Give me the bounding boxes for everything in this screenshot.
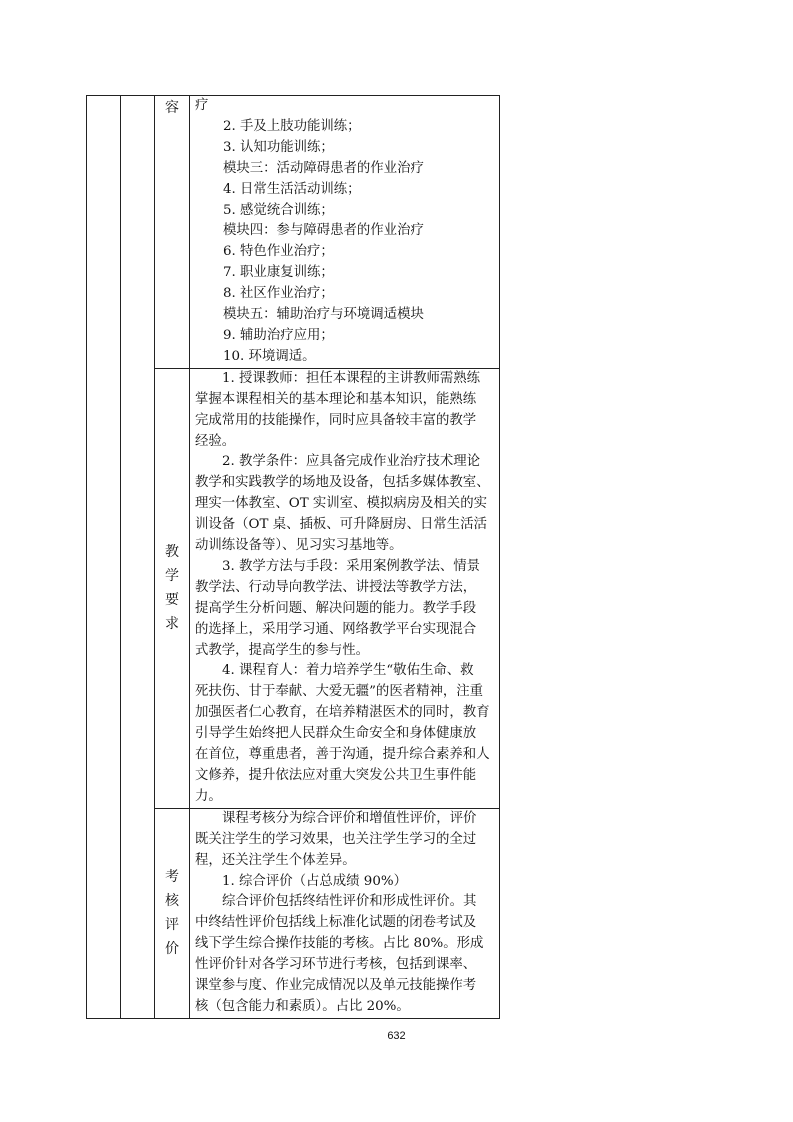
assessment-paragraph-3 xyxy=(195,892,495,1017)
text-line: 综合评价包括终结性评价和形成性评价。其 xyxy=(222,894,477,910)
requirements-paragraph-2 xyxy=(195,452,495,557)
requirements-label-char: 学 xyxy=(165,568,179,585)
content-line: 3. 认知功能训练； xyxy=(223,139,334,155)
text-line: 教学法、行动导向教学法、讲授法等教学方法， xyxy=(195,579,477,595)
course-table xyxy=(86,95,500,1019)
module-heading: 模块五：辅助治疗与环境调适模块 xyxy=(223,307,424,323)
assessment-label-char: 考 xyxy=(165,869,179,886)
text-line: 掌握本课程相关的基本理论和基本知识，能熟练 xyxy=(195,391,477,407)
text-line: 2. 教学条件：应具备完成作业治疗技术理论 xyxy=(222,454,481,470)
assessment-label-char: 评 xyxy=(165,917,179,934)
text-line: 课程考核分为综合评价和增值性评价，评价 xyxy=(222,810,477,826)
content-text-cell xyxy=(190,96,500,369)
requirements-label-char: 教 xyxy=(165,544,179,561)
text-line: 教学和实践教学的场地及设备，包括多媒体教室、 xyxy=(195,475,490,491)
text-line: 中终结性评价包括线上标准化试题的闭卷考试及 xyxy=(195,915,477,931)
requirements-paragraph-1 xyxy=(195,369,495,453)
text-line: 3. 教学方法与手段：采用案例教学法、情景 xyxy=(222,558,481,574)
text-line: 程，还关注学生个体差异。 xyxy=(195,852,356,868)
text-line: 式教学，提高学生的参与性。 xyxy=(195,642,370,658)
content-line: 5. 感觉统合训练； xyxy=(223,202,334,218)
requirements-label-char: 要 xyxy=(165,592,179,609)
content-line: 7. 职业康复训练； xyxy=(223,265,334,281)
requirements-label-char: 求 xyxy=(165,616,179,633)
text-line: 的选择上，采用学习通、网络教学平台实现混合 xyxy=(195,621,477,637)
text-line: 既关注学生的学习效果，也关注学生学习的全过 xyxy=(195,831,477,847)
text-line: 理实一体教室、OT 实训室、模拟病房及相关的实 xyxy=(195,496,487,512)
content-row xyxy=(87,96,500,369)
content-line: 6. 特色作业治疗； xyxy=(223,244,334,260)
text-line: 性评价针对各学习环节进行考核，包括到课率、 xyxy=(195,957,477,973)
text-line: 1. 授课教师：担任本课程的主讲教师需熟练 xyxy=(222,370,481,386)
content-line: 10. 环境调适。 xyxy=(223,348,316,364)
assessment-text-cell xyxy=(190,808,500,1018)
text-line: 核（包含能力和素质）。占比 20%。 xyxy=(195,998,410,1014)
assessment-paragraph-2 xyxy=(195,872,495,893)
outer-blank-cell-2 xyxy=(121,96,155,1019)
requirements-label-cell xyxy=(155,368,190,808)
requirements-paragraph-3 xyxy=(195,557,495,662)
text-line: 加强医者仁心教育，在培养精湛医术的同时，教育 xyxy=(195,705,490,721)
text-line: 训设备（OT 桌、插板、可升降厨房、日常生活活 xyxy=(195,517,487,533)
content-line: 疗 xyxy=(195,98,209,113)
requirements-text-cell xyxy=(190,368,500,808)
outer-blank-cell-1 xyxy=(87,96,121,1019)
text-line: 动训练设备等）、见习实习基地等。 xyxy=(195,538,403,554)
text-line: 课堂参与度、作业完成情况以及单元技能操作考 xyxy=(195,978,477,994)
content-line: 9. 辅助治疗应用； xyxy=(223,327,334,343)
content-line: 4. 日常生活活动训练； xyxy=(223,181,361,197)
requirements-paragraph-4 xyxy=(195,661,495,807)
page-number: 632 xyxy=(387,1030,406,1042)
text-line: 力。 xyxy=(195,788,222,804)
assessment-label-char: 价 xyxy=(165,941,179,958)
text-line: 提高学生分析问题、解决问题的能力。教学手段 xyxy=(195,600,477,616)
assessment-label-cell xyxy=(155,808,190,1018)
text-line: 在首位，尊重患者，善于沟通，提升综合素养和人 xyxy=(195,747,490,763)
content-label: 容 xyxy=(165,100,179,116)
content-line: 2. 手及上肢功能训练； xyxy=(223,118,361,134)
module-heading: 模块四：参与障碍患者的作业治疗 xyxy=(223,223,424,239)
content-label-cell xyxy=(155,96,190,369)
assessment-paragraph-1 xyxy=(195,809,495,872)
text-line: 线下学生综合操作技能的考核。占比 80%。形成 xyxy=(195,936,484,952)
content-line: 8. 社区作业治疗； xyxy=(223,286,334,302)
text-line: 经验。 xyxy=(195,433,236,449)
text-line: 1. 综合评价（占总成绩 90%） xyxy=(222,873,407,889)
module-heading: 模块三：活动障碍患者的作业治疗 xyxy=(223,160,424,176)
text-line: 4. 课程育人：着力培养学生“敬佑生命、救 xyxy=(222,663,474,679)
text-line: 死扶伤、甘于奉献、大爱无疆”的医者精神，注重 xyxy=(195,684,484,700)
text-line: 完成常用的技能操作，同时应具备较丰富的教学 xyxy=(195,412,477,428)
assessment-label-char: 核 xyxy=(165,893,179,910)
text-line: 文修养，提升依法应对重大突发公共卫生事件能 xyxy=(195,768,477,783)
text-line: 引导学生始终把人民群众生命安全和身体健康放 xyxy=(195,726,477,742)
